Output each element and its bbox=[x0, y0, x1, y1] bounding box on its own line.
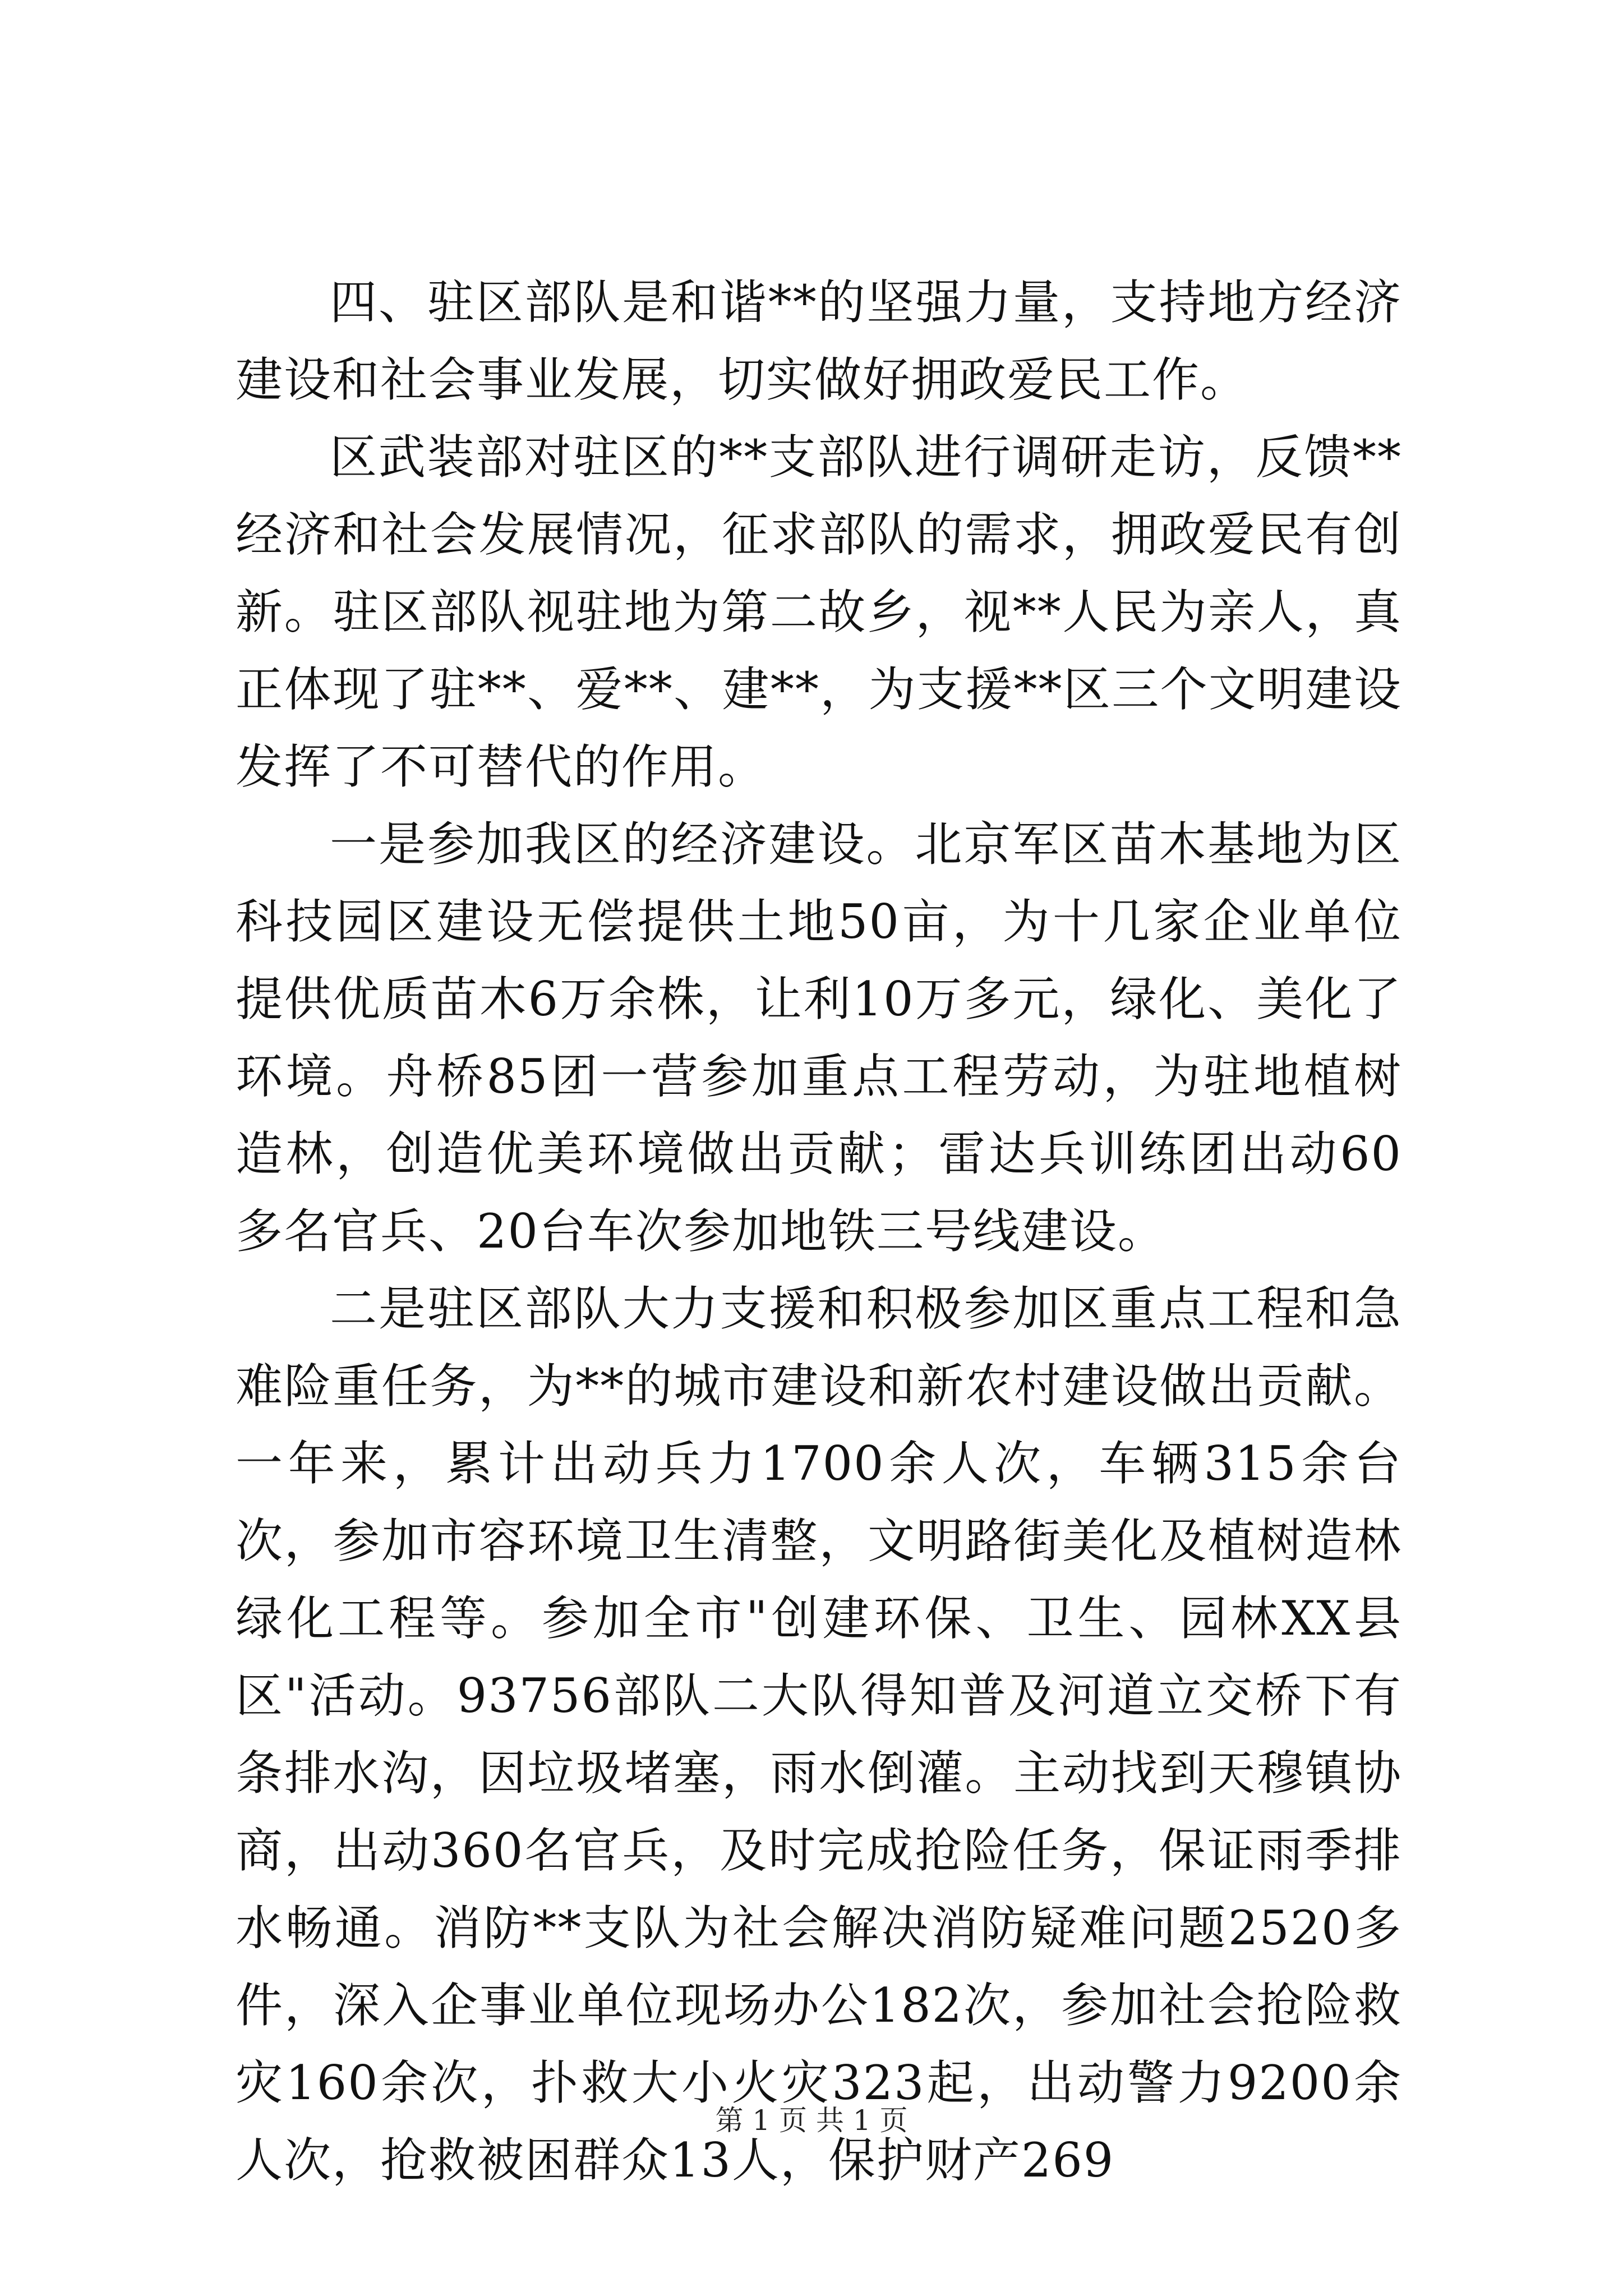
page-footer: 第 1 页 共 1 页 bbox=[715, 2104, 908, 2137]
document-body bbox=[236, 264, 1402, 2199]
paragraph-section-four-heading: 四、驻区部队是和谐**的坚强力量，支持地方经济建设和社会事业发展，切实做好拥政爱民工作。 bbox=[236, 275, 1402, 407]
paragraph-economic-construction: 一是参加我区的经济建设。北京军区苗木基地为区科技园区建设无偿提供土地50亩，为十几家企业单位提供优质苗木6万余株，让利10万多元，绿化、美化了环境。舟桥85团一营参加重点工程劳动，为驻地植树造林，创造优美环境做出贡献；雷达兵训练团出动60多名官兵、20台车次参加地铁三号线建设。 bbox=[236, 817, 1402, 1259]
paragraph-key-projects: 二是驻区部队大力支援和积极参加区重点工程和急难险重任务，为**的城市建设和新农村建设做出贡献。一年来，累计出动兵力1700余人次，车辆315余台次，参加市容环境卫生清整，文明路街美化及植树造林绿化工程等。参加全市"创建环保、卫生、园林XX县区"活动。93756部队二大队得知普及河道立交桥下有条排水沟，因垃圾堵塞，雨水倒灌。主动找到天穆镇协商，出动360名官兵，及时完成抢险任务，保证雨季排水畅通。消防**支队为社会解决消防疑难问题2520多件，深入企事业单位现场办公182次，参加社会抢险救灾160余次，扑救大小火灾323起，出动警力9200余人次，抢救被困群众13人，保护财产269 bbox=[236, 1281, 1402, 2188]
paragraph-armed-forces-visit: 区武装部对驻区的**支部队进行调研走访，反馈**经济和社会发展情况，征求部队的需求，拥政爱民有创新。驻区部队视驻地为第二故乡，视**人民为亲人，真正体现了驻**、爱**、建**，为支援**区三个文明建设发挥了不可替代的作用。 bbox=[236, 430, 1402, 794]
